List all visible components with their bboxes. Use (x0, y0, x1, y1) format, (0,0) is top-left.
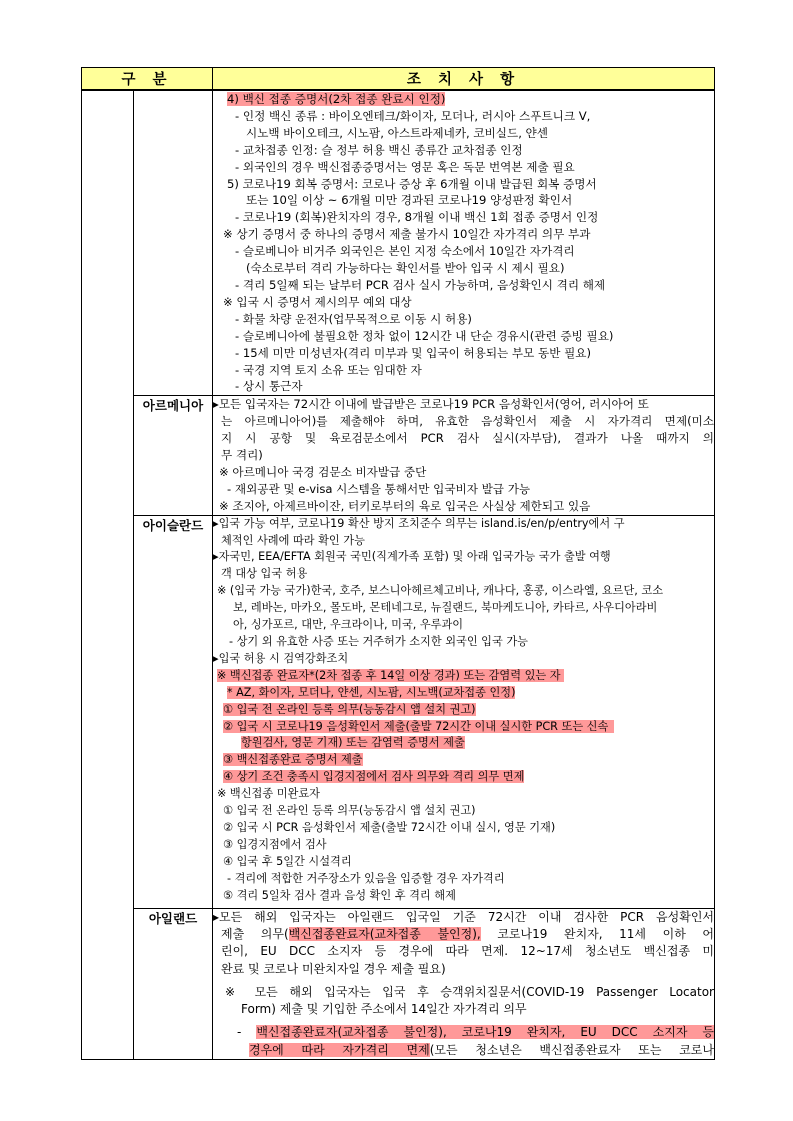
list-item: ※ 상기 증명서 중 하나의 증명서 제출 불가시 10일간 자가격리 의무 부과 (223, 227, 591, 242)
list-item: ※ 조지아, 아제르바이잔, 터키로부터의 육로 입국은 사실상 제한되고 있음 (219, 498, 591, 513)
list-item: - 격리 5일째 되는 날부터 PCR 검사 실시 가능하며, 음성확인시 격리 해제 (235, 277, 606, 292)
list-item: 린이, EU DCC 소지자 등 경우에 따라 면제. 12~17세 청소년도 백신접종 미 (221, 944, 714, 959)
measures-cell (213, 90, 715, 396)
list-item: - 국경 지역 토지 소유 또는 임대한 자 (235, 362, 422, 377)
table-row-ireland (82, 908, 715, 1059)
list-item: * AZ, 화이자, 모더나, 얀센, 시노팜, 시노백(교차접종 인정) (227, 685, 516, 699)
list-item: - 상기 외 유효한 사증 또는 거주허가 소지한 외국인 입국 가능 (229, 635, 528, 648)
list-item: 또는 10일 이상 ~ 6개월 미만 경과된 코로나19 양성판정 확인서 (246, 193, 573, 208)
list-item: 5) 코로나19 회복 증명서: 코로나 증상 후 6개월 이내 발급된 회복 증명서 (227, 176, 597, 191)
country-cell: 아일랜드 (134, 908, 213, 1059)
list-item: ※ 입국 시 증명서 제시의무 예외 대상 (223, 294, 412, 309)
list-item: - 재외공관 및 e-visa 시스템을 통해서만 입국비자 발급 가능 (227, 481, 531, 496)
measures-table (81, 67, 715, 1060)
list-item: 완료 및 코로나 미완치자일 경우 제출 필요) (221, 961, 446, 976)
list-item: ② 입국 시 PCR 음성확인서 제출(출발 72시간 이내 실시, 영문 기재) (223, 820, 556, 834)
list-item: - 상시 통근자 (235, 379, 303, 394)
list-item: 체적인 사례에 따라 확인 가능 (221, 533, 365, 547)
table-header-row (82, 68, 715, 91)
table-row-slovenia (82, 90, 715, 396)
list-item: 항원검사, 영문 기재) 또는 감염력 증명서 제출 (241, 736, 465, 750)
list-item: 는 아르메니아어)를 제출해야 하며, 유효한 음성확인서 제출 시 자가격리 면제(미소 (221, 414, 714, 429)
list-item: ▸모든 해외 입국자는 아일랜드 입국일 기준 72시간 이내 검사한 PCR 음성확인서 (213, 909, 714, 924)
list-item: ③ 입경지점에서 검사 (223, 837, 327, 851)
list-item: 무 격리) (221, 448, 263, 463)
country-cell: 아이슬란드 (134, 515, 213, 908)
list-item: 시노백 바이오테크, 시노팜, 아스트라제네카, 코비실드, 얀센 (246, 125, 548, 140)
list-item: - 15세 미만 미성년자(격리 미부과 및 입국이 허용되는 부모 동반 필요) (235, 345, 592, 360)
list-item: - 슬로베니아 비거주 외국인은 본인 지정 숙소에서 10일간 자가격리 (235, 244, 575, 259)
measures-cell (213, 396, 715, 515)
list-item: (숙소로부터 격리 가능하다는 확인서를 받아 입국 시 제시 필요) (246, 261, 565, 276)
measures-cell (213, 515, 715, 908)
list-item: ④ 상기 조건 충족시 입경지점에서 검사 의무와 격리 의무 면제 (223, 770, 525, 784)
highlighted-text: 경우에 따라 자가격리 면제 (249, 1042, 430, 1057)
highlighted-text: 백신접종완료자(교차접종 불인정), (288, 926, 481, 941)
list-item: ▸모든 입국자는 72시간 이내에 발급받은 코로나19 PCR 음성확인서(영어, 러시아어 또 (213, 397, 649, 412)
list-item: - 인정 백신 종류 : 바이오엔테크/화이자, 모더나, 러시아 스푸트니크 V, (235, 108, 591, 123)
list-item: ③ 백신접종완료 증명서 제출 (223, 753, 363, 767)
list-item: 지 시 공항 및 육로검문소에서 PCR 검사 실시(자부담), 결과가 나올 때까지 의 (221, 431, 714, 446)
header-category: 구 분 (82, 68, 213, 91)
list-item: 경우에 따라 자가격리 면제(모든 청소년은 백신접종완료자 또는 코로나 (249, 1042, 714, 1057)
list-item: - 격리에 적합한 거주장소가 있음을 입증할 경우 자가격리 (227, 871, 505, 885)
list-item: ⑤ 격리 5일차 검사 결과 음성 확인 후 격리 해제 (223, 888, 456, 902)
list-item: ① 입국 전 온라인 등록 의무(능동감시 앱 설치 권고) (223, 702, 476, 716)
list-item: ※ (입국 가능 국가)한국, 호주, 보스니아헤르체고비나, 캐나다, 홍콩, 이스라엘, 요르단, 코소 (217, 584, 664, 598)
table-row-armenia (82, 396, 715, 515)
list-item: 제출 의무(백신접종완료자(교차접종 불인정), 코로나19 완치자, 11세 이하 어 (221, 926, 714, 941)
list-item: ④ 입국 후 5일간 시설격리 (223, 854, 352, 868)
list-item: ② 입국 시 코로나19 음성확인서 제출(출발 72시간 이내 실시한 PCR 또는 신속 (223, 720, 614, 733)
list-item: - 코로나19 (회복)완치자의 경우, 8개월 이내 백신 1회 접종 증명서 인정 (235, 210, 599, 225)
list-item: Form) 제출 및 기입한 주소에서 14일간 자가격리 의무 (241, 1002, 527, 1017)
highlighted-text: 백신접종완료자(교차접종 불인정), 코로나19 완치자, EU DCC 소지자 등 (256, 1025, 714, 1040)
list-item: ※ 백신접종 미완료자 (217, 787, 320, 801)
region-cell (82, 90, 134, 1060)
list-item: ① 입국 전 온라인 등록 의무(능동감시 앱 설치 권고) (223, 804, 476, 818)
list-item: ▸입국 허용 시 검역강화조치 (213, 651, 349, 665)
list-item: 객 대상 입국 허용 (221, 567, 308, 581)
table-row-iceland (82, 515, 715, 908)
list-item: ▸자국민, EEA/EFTA 회원국 국민(직계가족 포함) 및 아래 입국가능 국가 출발 여행 (213, 550, 611, 564)
measures-cell (213, 908, 715, 1059)
header-measures: 조 치 사 항 (213, 68, 715, 91)
list-item: ▸입국 가능 여부, 코로나19 확산 방지 조치준수 의무는 island.is/en/p/entry에서 구 (213, 516, 625, 530)
country-cell: 아르메니아 (134, 396, 213, 515)
list-item: - 외국인의 경우 백신접종증명서는 영문 혹은 독문 번역본 제출 필요 (235, 159, 575, 174)
list-item: 보, 레바논, 마카오, 몰도바, 몬테네그로, 뉴질랜드, 북마케도니아, 카타르, 사우디아라비 (233, 601, 658, 615)
country-cell (134, 90, 213, 396)
list-item: - 교차접종 인정: 슬 정부 허용 백신 종류간 교차접종 인정 (235, 142, 523, 157)
list-item: - 백신접종완료자(교차접종 불인정), 코로나19 완치자, EU DCC 소지자 등 (237, 1025, 714, 1040)
list-item: - 슬로베니아에 불필요한 정차 없이 12시간 내 단순 경유시(관련 증빙 필요) (235, 328, 614, 343)
list-item: ※ 아르메니아 국경 검문소 비자발급 중단 (219, 464, 427, 479)
list-item: - 화물 차량 운전자(업무목적으로 이동 시 허용) (235, 311, 472, 326)
list-item: 4) 백신 접종 증명서(2차 접종 완료시 인정) (227, 92, 446, 106)
list-item: 아, 싱가포르, 대만, 우크라이나, 미국, 우루과이 (233, 618, 464, 632)
list-item: ※ 백신접종 완료자*(2차 접종 후 14일 이상 경과) 또는 감염력 있는 자 (217, 669, 564, 682)
list-item: ※ 모든 해외 입국자는 입국 후 승객위치질문서(COVID-19 Passenger Locator (225, 984, 714, 999)
